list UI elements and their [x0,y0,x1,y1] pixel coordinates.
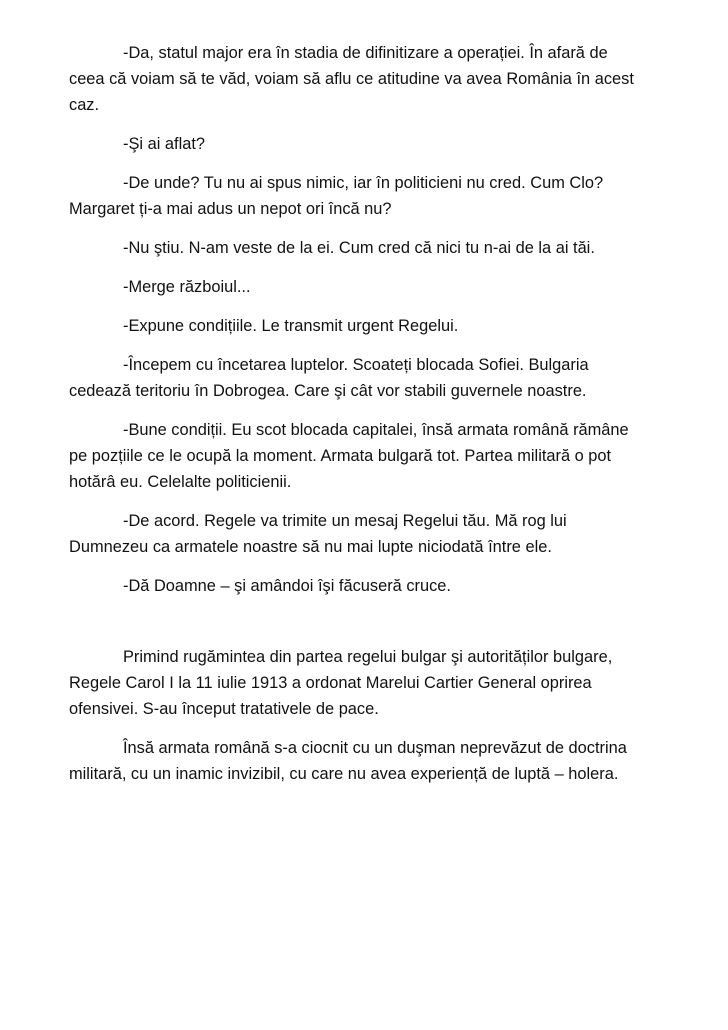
text-line: Regele Carol I la 11 iulie 1913 a ordonat Marelui Cartier General oprirea [69,674,592,692]
text-line: pe pozțiile ce le ocupă la moment. Armata bulgară tot. Partea militară o pot [69,447,612,465]
paragraph-gap [69,612,728,644]
text-line: -Bune condiții. Eu scot blocada capitalei, însă armata română rămâne [123,421,629,439]
paragraph [69,508,728,560]
text-line: militară, cu un inamic invizibil, cu care nu avea experiență de luptă – holera. [69,765,619,783]
paragraph [69,170,728,222]
paragraph [69,644,728,722]
text-line: Însă armata română s-a ciocnit cu un duşman neprevăzut de doctrina [123,739,627,757]
text-line: hotărâ eu. Celelalte politicienii. [69,473,292,491]
text-line: -De acord. Regele va trimite un mesaj Regelui tău. Mă rog lui [123,512,567,530]
text-line: -Merge războiul... [123,278,251,296]
text-line: -Dă Doamne – şi amândoi îşi făcuseră cruce. [123,577,451,595]
paragraph [69,313,728,339]
text-line: cedează teritoriu în Dobrogea. Care şi cât vor stabili guvernele noastre. [69,382,587,400]
paragraph [69,235,728,261]
text-line: ceea că voiam să te văd, voiam să aflu ce atitudine va avea România în acest [69,70,634,88]
text-line: Dumnezeu ca armatele noastre să nu mai lupte niciodată între ele. [69,538,552,556]
text-line: Primind rugămintea din partea regelui bulgar şi autorităților bulgare, [123,648,613,666]
paragraph [69,131,728,157]
document-body [69,40,728,800]
text-line: ofensivei. S-au început tratativele de pace. [69,700,379,718]
paragraph [69,40,728,118]
paragraph [69,352,728,404]
text-line: -Nu ştiu. N-am veste de la ei. Cum cred că nici tu n-ai de la ai tăi. [123,239,595,257]
text-line: -Începem cu încetarea luptelor. Scoateți blocada Sofiei. Bulgaria [123,356,589,374]
paragraph [69,573,728,599]
text-line: caz. [69,96,100,114]
text-line: Margaret ți-a mai adus un nepot ori încă nu? [69,200,392,218]
text-line: -Da, statul major era în stadia de difinitizare a operației. În afară de [123,44,608,62]
paragraph [69,417,728,495]
text-line: -De unde? Tu nu ai spus nimic, iar în politicieni nu cred. Cum Clo? [123,174,604,192]
text-line: -Expune condițiile. Le transmit urgent Regelui. [123,317,459,335]
paragraph [69,274,728,300]
text-line: -Şi ai aflat? [123,135,205,153]
paragraph [69,735,728,787]
